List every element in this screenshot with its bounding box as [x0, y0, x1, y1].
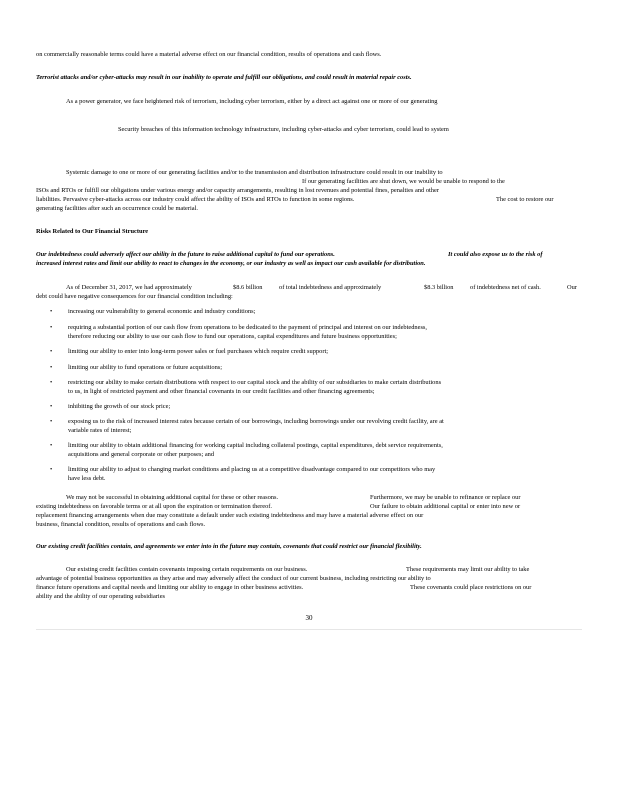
bullet-icon: •: [50, 466, 53, 473]
bullet-icon: •: [50, 442, 53, 449]
total-debt-value: $8.6 billion: [233, 284, 263, 291]
list-item-text: limiting our ability to fund operations or future acquisitions;: [68, 364, 223, 371]
list-item-text: limiting our ability to adjust to changing market conditions and placing us at a competitive disadvantage compared to our competitors who may: [68, 466, 436, 473]
list-item-text: acquisitions and general corporate or other purposes; and: [68, 451, 215, 458]
capital-line: Our failure to obtain additional capital or enter into new or: [370, 503, 521, 510]
list-item-text: inhibiting the growth of our stock price;: [68, 403, 171, 410]
terrorism-heading: Terrorist attacks and/or cyber-attacks may result in our inability to operate and fulfill our obligations, and could result in material repair costs.: [36, 74, 412, 81]
covenants-line: advantage of potential business opportunities as they arise and may adversely affect the conduct of our current business, including restricting our ability to: [36, 575, 431, 582]
systemic-line: liabilities. Pervasive cyber-attacks across our industry could affect the ability of ISOs and RTOs to function in some regions.: [36, 196, 355, 203]
list-item-text: variable rates of interest;: [68, 427, 132, 434]
bullet-icon: •: [50, 403, 53, 410]
list-item-text: restricting our ability to make certain distributions with respect to our capital stock and the ability of our subsidiaries to make certain distributions: [68, 379, 442, 386]
capital-line: We may not be successful in obtaining additional capital for these or other reasons.: [66, 494, 279, 501]
page-number: 30: [305, 614, 313, 622]
capital-line: Furthermore, we may be unable to refinance or replace our: [370, 494, 521, 501]
indebtedness-text: of total indebtedness and approximately: [279, 284, 382, 291]
capital-line: business, financial condition, results of operations and cash flows.: [36, 521, 206, 528]
section-heading: Risks Related to Our Financial Structure: [36, 228, 149, 235]
bullet-icon: •: [50, 418, 53, 425]
net-debt-value: $8.3 billion: [424, 284, 454, 291]
bullet-icon: •: [50, 324, 53, 331]
list-item-text: exposing us to the risk of increased interest rates because certain of our borrowings, including borrowings under our revolving credit facility, are at: [68, 418, 444, 425]
covenants-line: These covenants could place restrictions on our: [410, 584, 532, 591]
list-item-text: limiting our ability to obtain additional financing for working capital including collateral postings, capital expenditures, debt service requirements,: [68, 442, 443, 449]
terrorism-paragraph-2: Security breaches of this information technology infrastructure, including cyber-attacks and cyber terrorism, could lead to system: [118, 126, 449, 133]
bullet-icon: •: [50, 348, 53, 355]
covenants-line: Our existing credit facilities contain covenants imposing certain requirements on our business.: [66, 566, 308, 573]
bullet-icon: •: [50, 308, 53, 315]
covenants-line: ability and the ability of our operating subsidiaries: [36, 593, 166, 600]
list-item-text: have less debt.: [68, 475, 106, 482]
systemic-line: generating facilities after such an occurrence could be material.: [36, 205, 198, 212]
bullet-icon: •: [50, 364, 53, 371]
list-item-text: increasing our vulnerability to general economic and industry conditions;: [68, 308, 256, 315]
covenants-heading: Our existing credit facilities contain, and agreements we enter into in the future may contain, covenants that could restrict our financial flexibility.: [36, 543, 422, 550]
terrorism-paragraph-1: As a power generator, we face heightened risk of terrorism, including cyber terrorism, either by a direct act against one or more of our generating: [66, 98, 438, 105]
systemic-line: ISOs and RTOs or fulfill our obligations under various energy and/or capacity arrangements, resulting in lost revenues and potential fines, penalties and other: [36, 187, 439, 194]
list-item-text: therefore reducing our ability to use our cash flow to fund our operations, capital expenditures and future business opportunities;: [68, 333, 397, 340]
page-divider: [36, 629, 582, 630]
covenants-line: finance future operations and capital needs and limiting our ability to engage in other business activities.: [36, 584, 304, 591]
list-item-text: limiting our ability to enter into long-term power sales or fuel purchases which require credit support;: [68, 348, 328, 355]
indebtedness-heading-line: Our indebtedness could adversely affect our ability in the future to raise additional capital to fund our operations.: [36, 251, 335, 258]
systemic-line: If our generating facilities are shut down, we would be unable to respond to the: [302, 178, 505, 185]
bullet-icon: •: [50, 379, 53, 386]
indebtedness-text: of indebtedness net of cash.: [470, 284, 541, 291]
indebtedness-text: debt could have negative consequences for our financial condition including:: [36, 293, 233, 300]
systemic-line: The cost to restore our: [496, 196, 554, 203]
covenants-line: These requirements may limit our ability to take: [406, 566, 530, 573]
list-item-text: to us, in light of restricted payment and other financial covenants in our credit facilities and other financing agreements;: [68, 388, 375, 395]
capital-line: existing indebtedness on favorable terms or at all upon the expiration or termination thereof.: [36, 503, 273, 510]
systemic-line: Systemic damage to one or more of our generating facilities and/or to the transmission and distribution infrastructure could result in our inability to: [66, 169, 443, 176]
indebtedness-text: Our: [567, 284, 577, 291]
indebtedness-heading-line: It could also expose us to the risk of: [448, 251, 543, 258]
capital-line: replacement financing arrangements when due may constitute a default under such existing indebtedness and may have a material adverse effect on our: [36, 512, 424, 519]
list-item-text: requiring a substantial portion of our cash flow from operations to be dedicated to the payment of principal and interest on our indebtedness,: [68, 324, 428, 331]
indebtedness-heading-line: increased interest rates and limit our ability to react to changes in the economy, or our industry as well as impact our cash available for distribution.: [36, 260, 426, 267]
indebtedness-text: As of December 31, 2017, we had approximately: [66, 284, 192, 291]
intro-line: on commercially reasonable terms could have a material adverse effect on our financial condition, results of operations and cash flows.: [36, 51, 382, 58]
